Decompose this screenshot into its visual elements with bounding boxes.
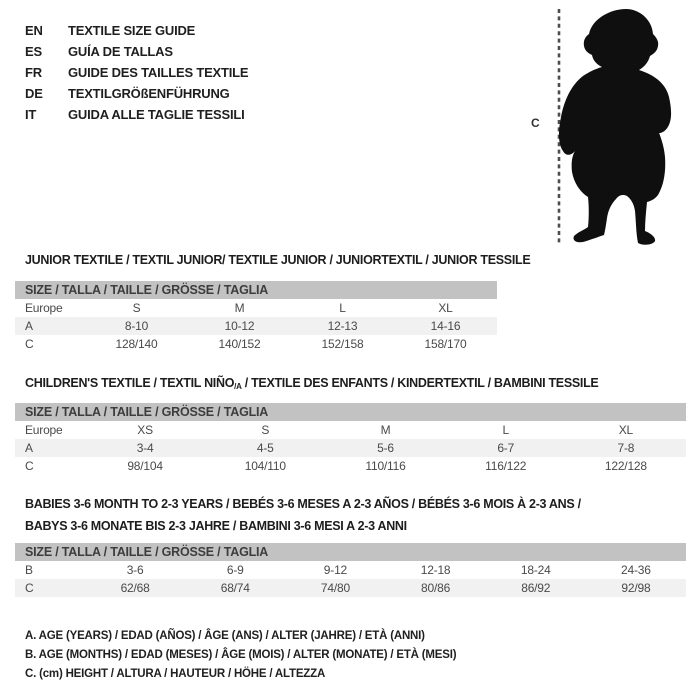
size-cell: M bbox=[380, 423, 391, 437]
row-label: C bbox=[25, 459, 34, 473]
size-cell: M bbox=[234, 301, 245, 315]
height-measure-label: C bbox=[531, 116, 540, 130]
size-cell: 5-6 bbox=[377, 441, 394, 455]
language-code: IT bbox=[25, 107, 37, 122]
title-text: CHILDREN'S TEXTILE / TEXTIL NIÑO bbox=[25, 376, 235, 390]
language-code: EN bbox=[25, 23, 43, 38]
table-row bbox=[15, 579, 686, 597]
language-title: TEXTILGRÖßENFÜHRUNG bbox=[68, 86, 230, 101]
footnote-b: B. AGE (MONTHS) / EDAD (MESES) / ÂGE (MOIS) / ALTER (MONATE) / ETÀ (MESI) bbox=[25, 649, 457, 661]
size-header-text: SIZE / TALLA / TAILLE / GRÖSSE / TAGLIA bbox=[25, 405, 269, 419]
toddler-silhouette-svg bbox=[550, 5, 700, 248]
footnotes bbox=[25, 627, 456, 684]
row-label: Europe bbox=[25, 301, 63, 315]
table-row bbox=[15, 439, 686, 457]
language-code: DE bbox=[25, 86, 43, 101]
footnote-c: C. (cm) HEIGHT / ALTURA / HAUTEUR / HÖHE / ALTEZZA bbox=[25, 668, 326, 680]
size-cell: 128/140 bbox=[115, 337, 158, 351]
title-text: JUNIOR TEXTILE / TEXTIL JUNIOR/ TEXTILE JUNIOR / JUNIORTEXTIL / JUNIOR TESSILE bbox=[25, 253, 531, 267]
language-code: FR bbox=[25, 65, 42, 80]
size-cell: 104/110 bbox=[244, 459, 286, 473]
size-cell: 24-36 bbox=[621, 563, 651, 577]
size-cell: 7-8 bbox=[617, 441, 635, 455]
table-row bbox=[15, 561, 686, 579]
size-cell: 6-7 bbox=[497, 441, 515, 455]
row-label: B bbox=[25, 563, 33, 577]
size-header-text: SIZE / TALLA / TAILLE / GRÖSSE / TAGLIA bbox=[25, 545, 269, 559]
size-cell: 152/158 bbox=[321, 337, 364, 351]
size-cell: XL bbox=[438, 301, 453, 315]
size-table-header bbox=[15, 543, 686, 561]
size-cell: 122/128 bbox=[604, 459, 647, 473]
junior-size-table bbox=[15, 281, 497, 353]
babies-size-table bbox=[15, 543, 686, 597]
size-cell: 86/92 bbox=[521, 581, 551, 595]
size-cell: 10-12 bbox=[224, 319, 255, 333]
size-cell: 110/116 bbox=[365, 459, 406, 473]
size-cell: 158/170 bbox=[424, 337, 467, 351]
size-cell: 62/68 bbox=[120, 581, 150, 595]
language-list bbox=[25, 20, 248, 125]
size-table-header bbox=[15, 403, 686, 421]
size-cell: 12-13 bbox=[327, 319, 358, 333]
size-table-header bbox=[15, 281, 497, 299]
size-cell: L bbox=[339, 301, 346, 315]
row-label: Europe bbox=[25, 423, 63, 437]
size-cell: S bbox=[261, 423, 270, 437]
row-label: C bbox=[25, 337, 34, 351]
size-cell: 9-12 bbox=[323, 563, 348, 577]
table-row bbox=[15, 457, 686, 475]
language-row bbox=[25, 62, 248, 83]
size-cell: S bbox=[132, 301, 141, 315]
size-cell: 6-9 bbox=[226, 563, 244, 577]
size-cell: 68/74 bbox=[220, 581, 250, 595]
table-row bbox=[15, 335, 497, 353]
toddler-silhouette bbox=[559, 9, 671, 245]
title-text: / TEXTILE DES ENFANTS / KINDERTEXTIL / BAMBINI TESSILE bbox=[241, 376, 599, 390]
babies-table-title bbox=[25, 495, 581, 535]
size-cell: 92/98 bbox=[621, 581, 651, 595]
children-table-title bbox=[25, 374, 598, 396]
size-cell: 116/122 bbox=[485, 459, 527, 473]
language-row bbox=[25, 20, 248, 41]
language-row bbox=[25, 104, 248, 125]
junior-table-title bbox=[25, 251, 530, 273]
title-text-line2: BABYS 3-6 MONATE BIS 2-3 JAHRE / BAMBINI 3-6 MESI A 2-3 ANNI bbox=[25, 519, 407, 533]
language-title: GUIDE DES TAILLES TEXTILE bbox=[68, 65, 249, 80]
size-cell: XS bbox=[137, 423, 153, 437]
size-cell: 3-6 bbox=[126, 563, 144, 577]
size-cell: 14-16 bbox=[430, 319, 461, 333]
children-size-table bbox=[15, 403, 686, 475]
title-text: BABIES 3-6 MONTH TO 2-3 YEARS / BEBÉS 3-6 MESES A 2-3 AÑOS / BÉBÉS 3-6 MOIS À 2-3 ANS / bbox=[25, 497, 581, 511]
language-row bbox=[25, 83, 248, 104]
language-title: TEXTILE SIZE GUIDE bbox=[68, 23, 196, 38]
size-cell: 140/152 bbox=[218, 337, 261, 351]
size-cell: 74/80 bbox=[320, 581, 350, 595]
size-cell: 4-5 bbox=[256, 441, 274, 455]
language-title: GUIDA ALLE TAGLIE TESSILI bbox=[68, 107, 245, 122]
table-row bbox=[15, 299, 497, 317]
table-row bbox=[15, 317, 497, 335]
row-label: A bbox=[25, 319, 33, 333]
row-label: A bbox=[25, 441, 33, 455]
footnote-a: A. AGE (YEARS) / EDAD (AÑOS) / ÂGE (ANS) / ALTER (JAHRE) / ETÀ (ANNI) bbox=[25, 630, 425, 642]
language-title: GUÍA DE TALLAS bbox=[68, 44, 173, 59]
row-label: C bbox=[25, 581, 34, 595]
size-cell: 12-18 bbox=[420, 563, 451, 577]
language-row bbox=[25, 41, 248, 62]
baby-height-figure bbox=[528, 0, 700, 250]
size-header-text: SIZE / TALLA / TAILLE / GRÖSSE / TAGLIA bbox=[25, 283, 269, 297]
size-cell: XL bbox=[618, 423, 634, 437]
size-cell: 18-24 bbox=[520, 563, 551, 577]
size-cell: 8-10 bbox=[124, 319, 149, 333]
size-cell: 98/104 bbox=[127, 459, 163, 473]
language-code: ES bbox=[25, 44, 42, 59]
size-cell: 3-4 bbox=[136, 441, 154, 455]
size-cell: L bbox=[502, 423, 509, 437]
title-subscript: /A bbox=[234, 382, 242, 391]
size-cell: 80/86 bbox=[421, 581, 451, 595]
table-row bbox=[15, 421, 686, 439]
